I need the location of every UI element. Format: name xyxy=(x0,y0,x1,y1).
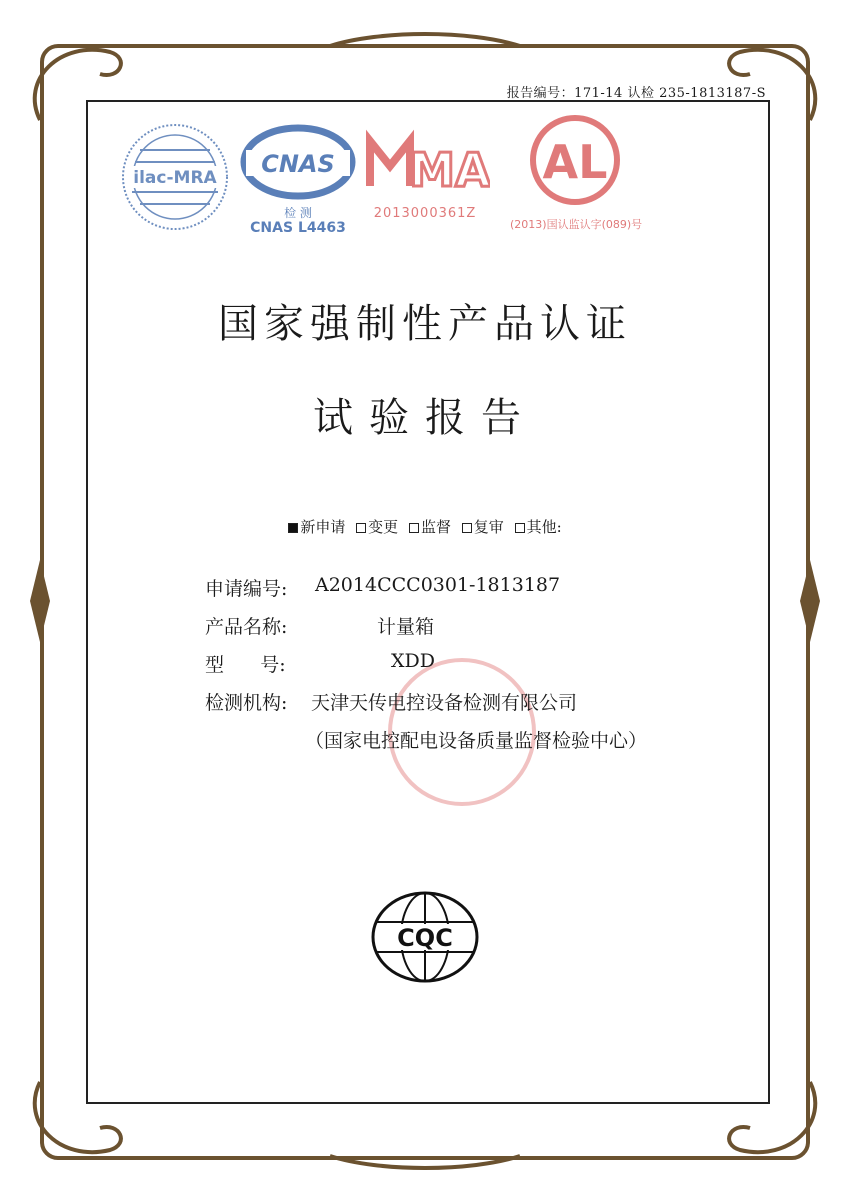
cal-number: (2013)国认监认字(089)号 xyxy=(510,218,643,231)
checkbox-empty-icon xyxy=(515,523,525,533)
ilac-globe-icon xyxy=(120,122,230,232)
ilac-logo-text: ilac-MRA xyxy=(133,168,217,188)
checkbox-empty-icon xyxy=(462,523,472,533)
checkbox-empty-icon xyxy=(409,523,419,533)
field-product-name xyxy=(205,612,765,650)
cma-number: 2013000361Z xyxy=(373,206,477,221)
option-label: 复审 xyxy=(473,518,504,536)
field-label: 产品名称: xyxy=(205,616,288,638)
option-change xyxy=(356,518,398,536)
institution-sub-value: （国家电控配电设备质量监督检验中心） xyxy=(305,730,648,752)
report-fields xyxy=(205,574,765,764)
field-label: 型 号: xyxy=(205,654,286,676)
field-label: 检测机构: xyxy=(205,692,288,714)
field-label: 申请编号: xyxy=(205,578,288,600)
cal-emblem-icon xyxy=(510,112,640,212)
checkbox-checked-icon xyxy=(288,523,298,533)
model-value: XDD xyxy=(391,650,435,672)
field-application-number xyxy=(205,574,765,612)
checkbox-empty-icon xyxy=(356,523,366,533)
option-label: 变更 xyxy=(368,518,399,536)
option-new-application xyxy=(288,518,345,536)
option-supervision xyxy=(409,518,451,536)
cnas-caption-number: CNAS L4463 xyxy=(250,220,346,236)
option-label: 新申请 xyxy=(300,518,346,536)
cqc-logo-text: CQC xyxy=(397,924,453,952)
option-review xyxy=(462,518,504,536)
ilac-mra-logo xyxy=(120,122,230,232)
option-label: 其他: xyxy=(526,518,562,536)
cal-logo-text: AL xyxy=(542,135,608,189)
cal-logo xyxy=(510,112,643,242)
cnas-caption-testing: 检 测 xyxy=(284,206,312,220)
cma-emblem-icon xyxy=(360,126,490,206)
cqc-globe-icon xyxy=(370,882,480,992)
field-institution-sub xyxy=(205,726,765,764)
cnas-logo-text: CNAS xyxy=(261,150,335,178)
option-label: 监督 xyxy=(420,518,451,536)
report-type-options xyxy=(0,516,850,537)
cnas-emblem-icon xyxy=(238,122,358,202)
cma-logo-text: MA xyxy=(409,143,490,197)
field-model xyxy=(205,650,765,688)
cnas-logo xyxy=(238,122,358,248)
report-number: 报告编号：171-14 认检 235-1813187-S xyxy=(506,86,766,101)
option-other xyxy=(515,518,562,536)
field-institution xyxy=(205,688,765,726)
page-subtitle: 试验报告 xyxy=(313,395,537,441)
application-number-value: A2014CCC0301-1813187 xyxy=(315,574,561,596)
institution-value: 天津天传电控设备检测有限公司 xyxy=(311,692,578,714)
cma-logo xyxy=(360,126,490,236)
accreditation-logos xyxy=(110,112,750,242)
product-name-value: 计量箱 xyxy=(377,616,435,638)
cqc-logo xyxy=(370,882,480,992)
page-title: 国家强制性产品认证 xyxy=(218,301,632,347)
